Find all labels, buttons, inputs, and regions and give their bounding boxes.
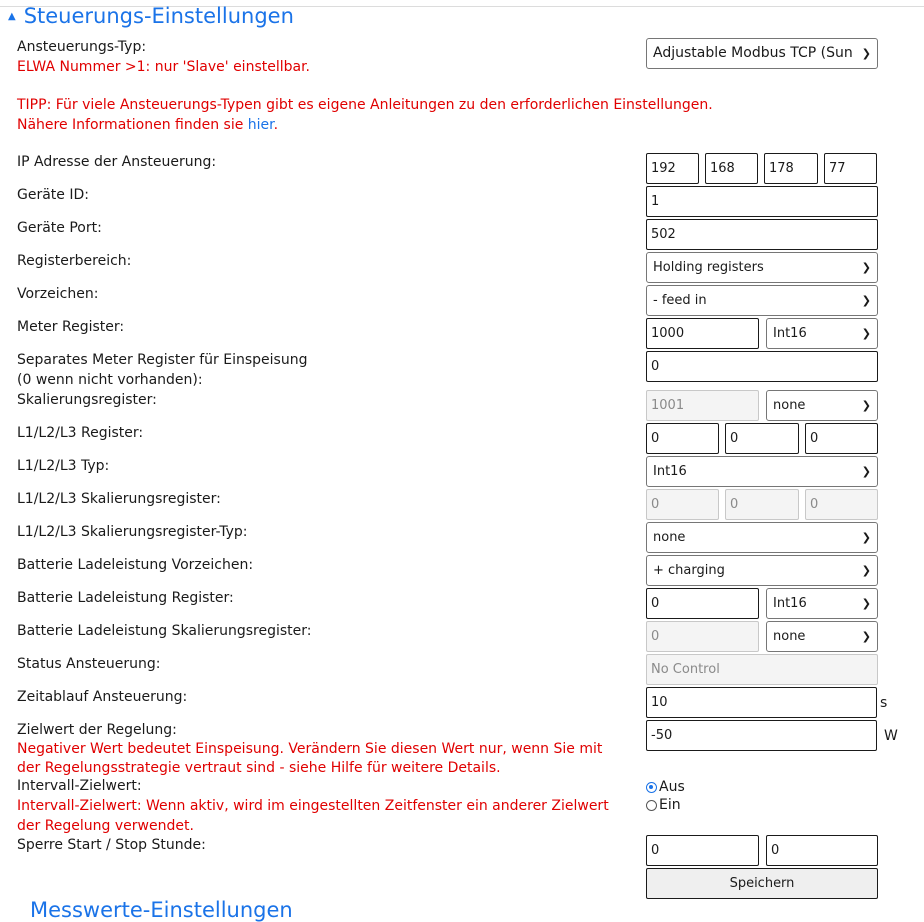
- battery-register-input[interactable]: [646, 588, 759, 619]
- tip-link[interactable]: hier: [247, 117, 274, 133]
- tip-line1: TIPP: Für viele Ansteuerungs-Typen gibt es eigene Anleitungen zu den erforderlichen Einstellungen.: [17, 97, 713, 113]
- chevron-down-icon: ❯: [861, 531, 871, 544]
- device-id-input[interactable]: [646, 186, 878, 217]
- l123-type-label: L1/L2/L3 Typ:: [17, 458, 110, 474]
- l1-scaling-input: [646, 489, 719, 520]
- interval-label: Intervall-Zielwert:: [17, 778, 142, 794]
- chevron-down-icon: ❯: [861, 630, 871, 643]
- separate-meter-label-2: (0 wenn nicht vorhanden):: [17, 372, 203, 388]
- timeout-unit: s: [880, 695, 888, 711]
- chevron-down-icon: ❯: [861, 294, 871, 307]
- sign-select[interactable]: - feed in ❯: [646, 285, 878, 316]
- target-note-1: Negativer Wert bedeutet Einspeisung. Verändern Sie diesen Wert nur, wenn Sie mit: [17, 741, 603, 757]
- radio-checked-icon[interactable]: [646, 782, 657, 793]
- next-section-title[interactable]: Messwerte-Einstellungen: [30, 898, 293, 922]
- meter-register-type-select[interactable]: Int16 ❯: [766, 318, 878, 349]
- separate-meter-label-1: Separates Meter Register für Einspeisung: [17, 352, 308, 368]
- collapse-triangle-icon[interactable]: ▲: [8, 11, 16, 22]
- separate-meter-input[interactable]: [646, 351, 878, 382]
- l123-scaling-label: L1/L2/L3 Skalierungsregister:: [17, 491, 221, 507]
- battery-register-label: Batterie Ladeleistung Register:: [17, 590, 234, 606]
- battery-scaling-input: [646, 621, 759, 652]
- l3-register-input[interactable]: [805, 423, 878, 454]
- interval-radio-aus[interactable]: Aus: [646, 779, 685, 795]
- lock-start-input[interactable]: [646, 835, 759, 866]
- target-label: Zielwert der Regelung:: [17, 722, 177, 738]
- chevron-down-icon: ❯: [861, 327, 871, 340]
- register-range-label: Registerbereich:: [17, 253, 132, 269]
- target-input[interactable]: [646, 720, 877, 751]
- timeout-input[interactable]: [646, 687, 877, 718]
- l123-register-label: L1/L2/L3 Register:: [17, 425, 144, 441]
- l123-scaling-type-label: L1/L2/L3 Skalierungsregister-Typ:: [17, 524, 248, 540]
- chevron-down-icon: ❯: [861, 564, 871, 577]
- target-unit: W: [884, 728, 898, 744]
- ip-octet-3[interactable]: [764, 153, 818, 184]
- meter-register-label: Meter Register:: [17, 319, 125, 335]
- status-input: [646, 654, 878, 685]
- section-title[interactable]: ▲ Steuerungs-Einstellungen: [8, 4, 294, 28]
- interval-note-2: der Regelung verwendet.: [17, 818, 194, 834]
- chevron-down-icon: ❯: [861, 261, 871, 274]
- target-note-2: der Regelungsstrategie vertraut sind - siehe Hilfe für weitere Details.: [17, 760, 501, 776]
- control-type-note: ELWA Nummer >1: nur 'Slave' einstellbar.: [17, 59, 311, 75]
- l2-register-input[interactable]: [725, 423, 799, 454]
- chevron-down-icon: ❯: [861, 47, 871, 60]
- chevron-down-icon: ❯: [861, 597, 871, 610]
- ip-octet-4[interactable]: [824, 153, 877, 184]
- scaling-register-type-select[interactable]: none ❯: [766, 390, 878, 421]
- battery-sign-select[interactable]: + charging ❯: [646, 555, 878, 586]
- chevron-down-icon: ❯: [861, 465, 871, 478]
- device-port-label: Geräte Port:: [17, 220, 102, 236]
- chevron-down-icon: ❯: [861, 399, 871, 412]
- interval-radio-ein[interactable]: Ein: [646, 797, 681, 813]
- l123-scaling-type-select[interactable]: none ❯: [646, 522, 878, 553]
- lock-stop-input[interactable]: [766, 835, 878, 866]
- l2-scaling-input: [725, 489, 799, 520]
- scaling-register-label: Skalierungsregister:: [17, 392, 157, 408]
- register-range-select[interactable]: Holding registers ❯: [646, 252, 878, 283]
- scaling-register-input: [646, 390, 759, 421]
- ip-octet-1[interactable]: [646, 153, 699, 184]
- save-button[interactable]: Speichern: [646, 868, 878, 899]
- control-type-select[interactable]: Adjustable Modbus TCP (Sun ❯: [646, 38, 878, 69]
- battery-scaling-type-select[interactable]: none ❯: [766, 621, 878, 652]
- meter-register-input[interactable]: [646, 318, 759, 349]
- battery-scaling-label: Batterie Ladeleistung Skalierungsregister:: [17, 623, 312, 639]
- l3-scaling-input: [805, 489, 878, 520]
- status-label: Status Ansteuerung:: [17, 656, 161, 672]
- timeout-label: Zeitablauf Ansteuerung:: [17, 689, 188, 705]
- battery-sign-label: Batterie Ladeleistung Vorzeichen:: [17, 557, 254, 573]
- sign-label: Vorzeichen:: [17, 286, 99, 302]
- radio-unchecked-icon[interactable]: [646, 800, 657, 811]
- device-port-input[interactable]: [646, 219, 878, 250]
- device-id-label: Geräte ID:: [17, 187, 89, 203]
- battery-register-type-select[interactable]: Int16 ❯: [766, 588, 878, 619]
- tip-line2: Nähere Informationen finden sie hier.: [17, 117, 279, 133]
- l1-register-input[interactable]: [646, 423, 719, 454]
- l123-type-select[interactable]: Int16 ❯: [646, 456, 878, 487]
- ip-label: IP Adresse der Ansteuerung:: [17, 154, 217, 170]
- control-type-label: Ansteuerungs-Typ:: [17, 39, 147, 55]
- interval-note-1: Intervall-Zielwert: Wenn aktiv, wird im eingestellten Zeitfenster ein anderer Zielwert: [17, 798, 609, 814]
- lock-hours-label: Sperre Start / Stop Stunde:: [17, 837, 206, 853]
- ip-octet-2[interactable]: [705, 153, 758, 184]
